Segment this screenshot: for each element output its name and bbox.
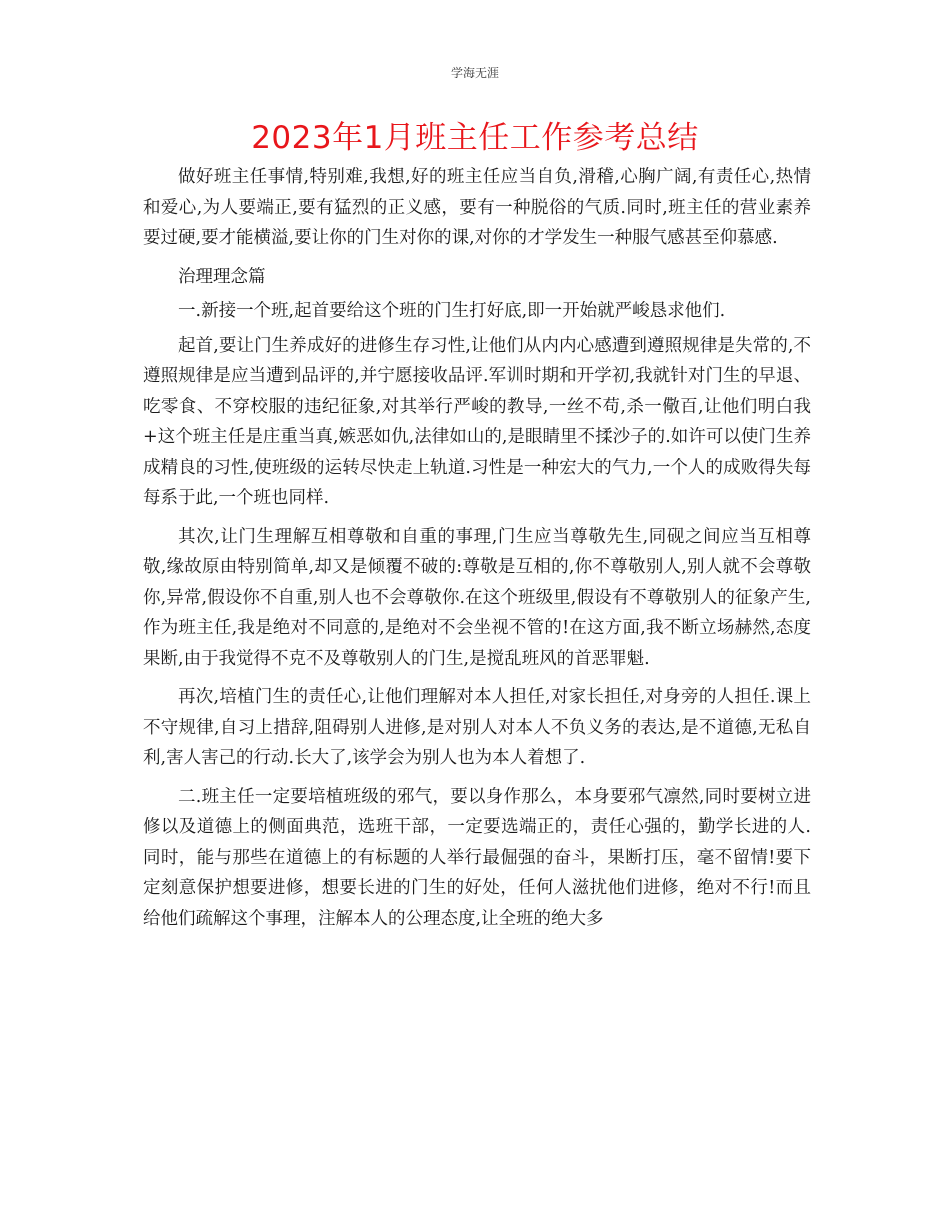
paragraph-third: 再次,培植门生的责任心,让他们理解对本人担任,对家长担任,对身旁的人担任.课上不守规律,自习上措辞,阻碍别人进修,是对别人对本人不负义务的表达,是不道德,无私自利,害人害己的行动.长大了,该学会为别人也为本人着想了. — [143, 687, 811, 768]
paragraph-intro: 做好班主任事情,特别难,我想,好的班主任应当自负,滑稽,心胸广阔,有责任心,热情和爱心,为人要端正,要有猛烈的正义感，要有一种脱俗的气质.同时,班主任的营业素养要过硬,要才能横溢,要让你的门生对你的课,对你的才学发生一种服气感甚至仰慕感. — [143, 167, 811, 248]
document-body — [143, 162, 811, 938]
document-title: 2023年1月班主任工作参考总结 — [251, 120, 699, 156]
paragraph-first: 起首,要让门生养成好的进修生存习性,让他们从内内心感遭到遵照规律是失常的,不遵照规律是应当遭到品评的,并宁愿接收品评.军训时期和开学初,我就针对门生的早退、吃零食、不穿校服的违纪征象,对其举行严峻的教导,一丝不苟,杀一儆百,让他们明白我+这个班主任是庄重当真,嫉恶如仇,法律如山的,是眼睛里不揉沙子的.如许可以使门生养成精良的习性,使班级的运转尽快走上轨道.习性是一种宏大的气力,一个人的成败得失每每系于此,一个班也同样. — [143, 335, 811, 508]
page-header: 学海无涯 — [450, 66, 499, 80]
paragraph-point-one: 一.新接一个班,起首要给这个班的门生打好底,即一开始就严峻恳求他们. — [178, 301, 726, 321]
paragraph-point-two: 二.班主任一定要培植班级的邪气，要以身作那么，本身要邪气凛然,同时要树立进修以及道德上的侧面典范，选班干部，一定要选端正的，责任心强的，勤学长进的人.同时，能与那些在道德上的有标题的人举行最倔强的奋斗，果断打压，毫不留情!要下定刻意保护想要进修，想要长进的门生的好处，任何人滋扰他们进修，绝对不行!而且给他们疏解这个事理，注解本人的公理态度,让全班的绝大多 — [143, 786, 811, 929]
section-heading: 治理理念篇 — [178, 266, 266, 287]
paragraph-second: 其次,让门生理解互相尊敬和自重的事理,门生应当尊敬先生,同砚之间应当互相尊敬,缘故原由特别简单,却又是倾覆不破的:尊敬是互相的,你不尊敬别人,别人就不会尊敬你,异常,假设你不自重,别人也不会尊敬你.在这个班级里,假设有不尊敬别人的征象产生,作为班主任,我是绝对不同意的,是绝对不会坐视不管的!在这方面,我不断立场赫然,态度果断,由于我觉得不克不及尊敬别人的门生,是搅乱班风的首恶罪魁. — [143, 526, 811, 669]
